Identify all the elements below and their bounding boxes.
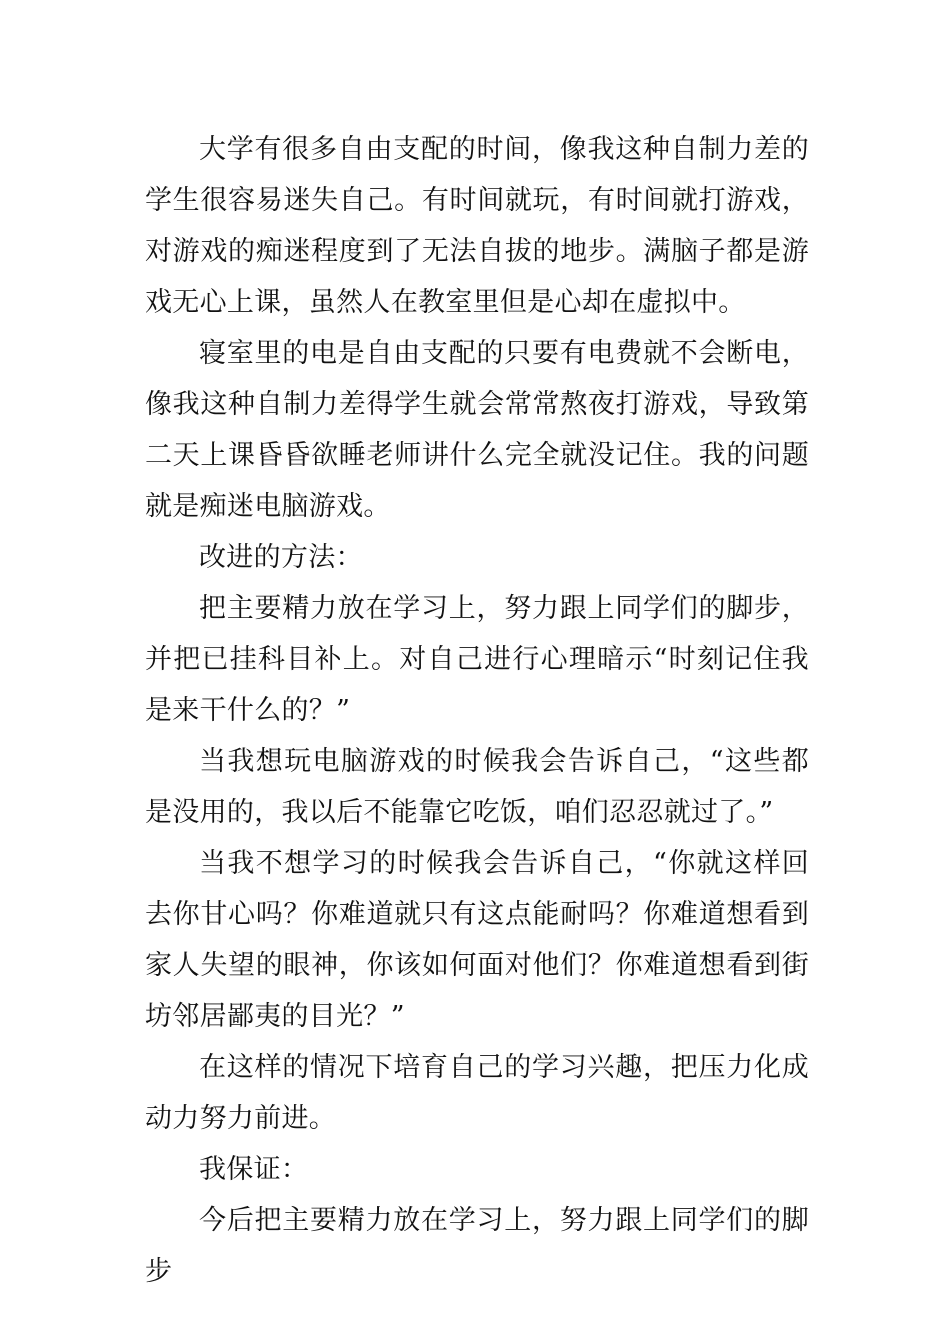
paragraph-6: 当我不想学习的时候我会告诉自己，“你就这样回去你甘心吗？你难道就只有这点能耐吗？你难道想看到家人失望的眼神，你该如何面对他们？你难道想看到街坊邻居鄙夷的目光？” — [145, 848, 809, 1032]
paragraph-4: 把主要精力放在学习上，努力跟上同学们的脚步，并把已挂科目补上。对自己进行心理暗示“时刻记住我是来干什么的？” — [145, 593, 809, 726]
paragraph-3: 改进的方法： — [199, 542, 363, 573]
document-body — [145, 124, 809, 1297]
paragraph-5: 当我想玩电脑游戏的时候我会告诉自己，“这些都是没用的，我以后不能靠它吃饭，咱们忍忍就过了。” — [145, 746, 809, 828]
paragraph-2: 寝室里的电是自由支配的只要有电费就不会断电，像我这种自制力差得学生就会常常熬夜打游戏，导致第二天上课昏昏欲睡老师讲什么完全就没记住。我的问题就是痴迷电脑游戏。 — [145, 338, 809, 522]
paragraph-8: 我保证： — [199, 1154, 309, 1185]
paragraph-9: 今后把主要精力放在学习上，努力跟上同学们的脚步 — [145, 1205, 809, 1287]
paragraph-1: 大学有很多自由支配的时间，像我这种自制力差的学生很容易迷失自己。有时间就玩，有时间就打游戏，对游戏的痴迷程度到了无法自拔的地步。满脑子都是游戏无心上课，虽然人在教室里但是心却在虚拟中。 — [145, 134, 809, 318]
paragraph-7: 在这样的情况下培育自己的学习兴趣，把压力化成动力努力前进。 — [145, 1052, 809, 1134]
